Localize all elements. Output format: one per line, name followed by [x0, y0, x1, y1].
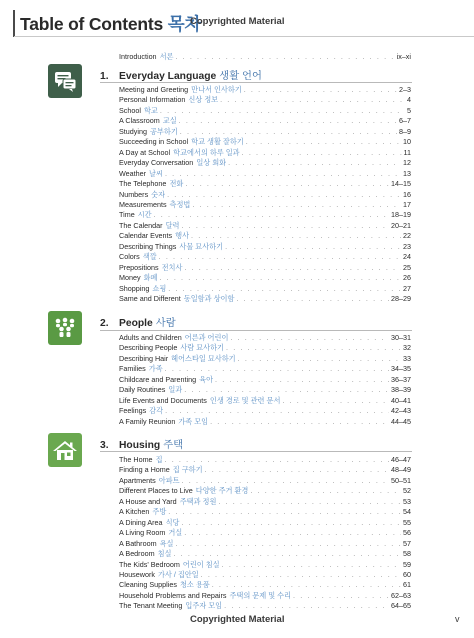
- entry-title-ko: 다양한 주거 환경: [195, 486, 249, 496]
- entry-title-en: Introduction: [119, 52, 157, 61]
- copyright-notice-top: Copyrighted Material: [190, 16, 285, 27]
- entry-title-ko: 아파트: [158, 475, 180, 485]
- entry-title-en: A Classroom: [119, 116, 160, 126]
- entry-page-number: 32: [403, 343, 411, 353]
- entry-title-ko: 색깔: [142, 252, 157, 262]
- entry-page-number: 56: [403, 528, 411, 538]
- entry-title-en: Meeting and Greeting: [119, 85, 189, 94]
- entry-title-en: Cleaning Supplies: [119, 580, 177, 590]
- toc-entry[interactable]: [119, 375, 411, 386]
- dot-leader: [210, 417, 389, 428]
- entry-title-ko: 달력: [165, 220, 180, 230]
- entry-title-ko: 주택과 정원: [179, 496, 217, 506]
- entry-title-en: Calendar Events: [119, 231, 173, 241]
- dot-leader: [165, 406, 389, 417]
- entry-title-en: The Kids' Bedroom: [119, 559, 180, 569]
- entry-page-number: 28–29: [391, 294, 411, 303]
- entry-page-number: 53: [403, 496, 411, 506]
- toc-entry[interactable]: [119, 364, 411, 375]
- entry-title-ko: 공부하기: [149, 126, 178, 136]
- toc-entry[interactable]: [119, 252, 411, 263]
- entry-title-ko: 만나서 인사하기: [191, 85, 242, 94]
- toc-entry[interactable]: [119, 242, 411, 253]
- toc-entry[interactable]: [119, 455, 411, 466]
- dot-leader: [224, 601, 389, 612]
- entry-title-ko: 학교: [143, 105, 158, 115]
- dot-leader: [182, 476, 389, 487]
- toc-entry[interactable]: [119, 486, 411, 497]
- chapter-title-ko: 사람: [155, 318, 176, 329]
- entry-title-ko: 숫자: [151, 189, 166, 199]
- toc-entry[interactable]: [119, 518, 411, 529]
- chapter-divider: [100, 451, 412, 452]
- dot-leader: [220, 95, 405, 106]
- toc-entry[interactable]: [119, 591, 411, 602]
- entry-title-ko: 사람 묘사하기: [180, 343, 224, 353]
- entry-title-ko: 사물 묘사하기: [179, 241, 224, 251]
- dot-leader: [181, 221, 389, 232]
- entry-title-ko: 침실: [157, 549, 172, 559]
- dot-leader: [159, 273, 401, 284]
- entry-page-number: 5: [407, 105, 411, 115]
- entry-title-ko: 헤어스타일 묘사하기: [171, 353, 236, 363]
- entry-page-number: 14–15: [391, 179, 411, 189]
- chapter-number: 2.: [100, 318, 109, 329]
- dot-leader: [165, 169, 401, 180]
- entry-title-en: Describing People: [119, 343, 178, 353]
- dot-leader: [205, 465, 389, 476]
- entry-title-en: Different Places to Live: [119, 486, 193, 496]
- entry-page-number: 46–47: [391, 455, 411, 464]
- entry-title-ko: 식당: [165, 517, 180, 527]
- entry-page-number: 27: [403, 283, 411, 293]
- entry-title-ko: 욕실: [159, 538, 174, 548]
- entry-page-number: 23: [403, 241, 411, 251]
- entry-title-ko: 거실: [168, 528, 183, 538]
- entry-page-number: 52: [403, 486, 411, 496]
- toc-entry[interactable]: [119, 52, 411, 63]
- entry-page-number: 64–65: [391, 601, 411, 611]
- chapter-number: 1.: [100, 71, 109, 82]
- toc-entry[interactable]: [119, 116, 411, 127]
- dot-leader: [175, 52, 394, 63]
- entry-title-en: A Bedroom: [119, 549, 155, 559]
- chapter-title-en: Everyday Language: [119, 71, 217, 82]
- entry-page-number: 26: [403, 273, 411, 283]
- dot-leader: [225, 242, 401, 253]
- toc-entry[interactable]: [119, 179, 411, 190]
- dot-leader: [242, 148, 402, 159]
- entry-title-ko: 화폐: [143, 273, 158, 283]
- dot-leader: [293, 591, 389, 602]
- dot-leader: [226, 343, 401, 354]
- chapter-divider: [100, 330, 412, 331]
- dot-leader: [218, 497, 401, 508]
- entry-title-en: Daily Routines: [119, 385, 166, 395]
- entry-title-ko: 어른과 어린이: [184, 333, 229, 342]
- toc-entry[interactable]: [119, 158, 411, 169]
- toc-entry[interactable]: [119, 148, 411, 159]
- entry-title-en: Finding a Home: [119, 465, 170, 475]
- dot-leader: [212, 580, 401, 591]
- entry-page-number: 2–3: [399, 85, 411, 94]
- dot-leader: [250, 486, 401, 497]
- entry-title-en: Measurements: [119, 199, 167, 209]
- entry-title-en: A Kitchen: [119, 507, 150, 517]
- entry-title-en: Household Problems and Repairs: [119, 590, 227, 600]
- toc-entry[interactable]: [119, 507, 411, 518]
- entry-title-en: A Bathroom: [119, 538, 157, 548]
- entry-page-number: 13: [403, 168, 411, 178]
- entry-title-en: Everyday Conversation: [119, 158, 194, 168]
- dot-leader: [191, 231, 401, 242]
- entry-title-en: Feelings: [119, 406, 147, 416]
- dot-leader: [184, 528, 401, 539]
- dot-leader: [154, 210, 389, 221]
- dot-leader: [201, 570, 401, 581]
- entry-title-ko: 주택의 문제 및 수리: [229, 590, 292, 600]
- entry-page-number: 55: [403, 517, 411, 527]
- entry-title-ko: 행사: [175, 231, 190, 241]
- entry-title-ko: 어린이 침실: [182, 559, 220, 569]
- entry-page-number: 42–43: [391, 406, 411, 416]
- page-title-en: Table of Contents: [20, 14, 164, 34]
- entry-page-number: 57: [403, 538, 411, 548]
- entry-title-en: A Day at School: [119, 147, 171, 157]
- toc-entry[interactable]: [119, 528, 411, 539]
- entry-title-en: Money: [119, 273, 141, 283]
- toc-entry[interactable]: [119, 200, 411, 211]
- entry-title-en: A Dining Area: [119, 517, 163, 527]
- dot-leader: [215, 375, 389, 386]
- entry-title-en: Succeeding in School: [119, 137, 189, 147]
- entry-title-en: Apartments: [119, 475, 156, 485]
- entry-title-en: Numbers: [119, 189, 149, 199]
- entry-page-number: 38–39: [391, 385, 411, 395]
- entry-title-ko: 감각: [149, 406, 164, 416]
- chapter-number: 3.: [100, 440, 109, 451]
- entry-title-en: Prepositions: [119, 262, 159, 272]
- entry-title-en: Describing Hair: [119, 353, 169, 363]
- entry-page-number: 18–19: [391, 210, 411, 220]
- entry-title-en: Same and Different: [119, 294, 181, 303]
- entry-title-ko: 인생 경로 및 관련 문서: [209, 395, 281, 405]
- entry-title-en: Weather: [119, 168, 147, 178]
- toc-entry[interactable]: [119, 137, 411, 148]
- entry-title-ko: 신상 정보: [188, 95, 219, 105]
- entry-title-ko: 측정법: [169, 199, 191, 209]
- dot-leader: [236, 294, 389, 305]
- toc-entry[interactable]: [119, 231, 411, 242]
- entry-page-number: 54: [403, 507, 411, 517]
- entry-title-ko: 쇼핑: [152, 283, 167, 293]
- dot-leader: [179, 116, 397, 127]
- entry-page-number: 11: [403, 147, 411, 157]
- toc-entry[interactable]: [119, 549, 411, 560]
- header-divider: [14, 36, 474, 37]
- entry-title-en: Personal Information: [119, 95, 186, 105]
- entry-title-ko: 날씨: [149, 168, 163, 178]
- dot-leader: [192, 200, 401, 211]
- entry-title-en: Describing Things: [119, 241, 177, 251]
- toc-entry[interactable]: [119, 476, 411, 487]
- dot-leader: [180, 127, 397, 138]
- dot-leader: [184, 385, 389, 396]
- entry-title-en: The Home: [119, 455, 153, 464]
- toc-entry[interactable]: [119, 106, 411, 117]
- toc-entry[interactable]: [119, 294, 411, 305]
- entry-page-number: 40–41: [391, 395, 411, 405]
- page-header: [0, 0, 474, 38]
- entry-page-number: 16: [403, 189, 411, 199]
- entry-page-number: 50–51: [391, 475, 411, 485]
- toc-entry[interactable]: [119, 263, 411, 274]
- entry-page-number: 44–45: [391, 416, 411, 426]
- entry-title-en: Adults and Children: [119, 333, 182, 342]
- entry-title-ko: 학교 생활 잘하기: [191, 137, 244, 147]
- entry-title-en: A House and Yard: [119, 496, 177, 506]
- entry-title-ko: 서론: [159, 52, 174, 61]
- entry-title-ko: 일과: [168, 385, 183, 395]
- toc-entry[interactable]: [119, 354, 411, 365]
- toc-entry[interactable]: [119, 601, 411, 612]
- entry-title-en: Childcare and Parenting: [119, 374, 197, 384]
- entry-title-en: A Living Room: [119, 528, 166, 538]
- toc-entry[interactable]: [119, 539, 411, 550]
- entry-title-ko: 가사 / 집안일: [157, 569, 199, 579]
- entry-title-ko: 집: [155, 455, 163, 464]
- entry-title-ko: 전화: [169, 179, 184, 189]
- dot-leader: [184, 263, 401, 274]
- dot-leader: [175, 539, 401, 550]
- toc-entry[interactable]: [119, 396, 411, 407]
- toc-entry[interactable]: [119, 406, 411, 417]
- dot-leader: [159, 252, 401, 263]
- toc-entry[interactable]: [119, 465, 411, 476]
- dot-leader: [165, 364, 389, 375]
- entry-page-number: 20–21: [391, 220, 411, 230]
- toc-entry[interactable]: [119, 343, 411, 354]
- toc-entry[interactable]: [119, 221, 411, 232]
- entry-page-number: 33: [403, 353, 411, 363]
- entry-page-number: 17: [403, 199, 411, 209]
- entry-page-number: 6–7: [399, 116, 411, 126]
- entry-page-number: 30–31: [391, 333, 411, 342]
- entry-page-number: 12: [403, 158, 411, 168]
- group-of-people-icon: [48, 311, 82, 345]
- entry-title-ko: 집 구하기: [172, 465, 203, 475]
- page-title: [20, 11, 201, 36]
- entry-title-ko: 전치사: [161, 262, 183, 272]
- entry-title-en: Life Events and Documents: [119, 395, 207, 405]
- dot-leader: [168, 507, 401, 518]
- entry-page-number: 22: [403, 231, 411, 241]
- entry-page-number: 59: [403, 559, 411, 569]
- entry-page-number: 4: [407, 95, 411, 105]
- entry-title-ko: 육아: [199, 374, 214, 384]
- entry-page-number: 62–63: [391, 590, 411, 600]
- entry-page-number: 60: [403, 569, 411, 579]
- entry-page-number: ix–xi: [396, 52, 411, 61]
- dot-leader: [282, 396, 389, 407]
- entry-title-ko: 교실: [162, 116, 177, 126]
- page-number: v: [455, 614, 460, 624]
- dot-leader: [238, 354, 401, 365]
- toc-entry[interactable]: [119, 210, 411, 221]
- dot-leader: [160, 106, 405, 117]
- entry-page-number: 24: [403, 252, 411, 262]
- speech-bubbles-icon: [48, 64, 82, 98]
- dot-leader: [173, 549, 401, 560]
- toc-entry[interactable]: [119, 333, 411, 344]
- page-title-ko: 목차: [167, 14, 202, 34]
- dot-leader: [222, 560, 401, 571]
- dot-leader: [167, 190, 401, 201]
- toc-entry[interactable]: [119, 273, 411, 284]
- dot-leader: [181, 518, 401, 529]
- entry-page-number: 58: [403, 549, 411, 559]
- entry-title-en: Colors: [119, 252, 140, 262]
- copyright-notice-bottom: Copyrighted Material: [190, 614, 285, 625]
- dot-leader: [165, 455, 389, 466]
- toc-entry[interactable]: [119, 284, 411, 295]
- toc-entry[interactable]: [119, 560, 411, 571]
- dot-leader: [185, 179, 389, 190]
- entry-title-en: The Telephone: [119, 179, 167, 189]
- dot-leader: [246, 137, 401, 148]
- entry-page-number: 25: [403, 262, 411, 272]
- toc-entry[interactable]: [119, 95, 411, 106]
- entry-title-ko: 학교에서의 하루 일과: [173, 147, 240, 157]
- entry-title-ko: 가족: [148, 364, 163, 374]
- toc-entry[interactable]: [119, 85, 411, 96]
- toc-entry[interactable]: [119, 417, 411, 428]
- entry-title-en: Housework: [119, 569, 155, 579]
- entry-title-en: Families: [119, 364, 146, 374]
- toc-entry[interactable]: [119, 169, 411, 180]
- chapter-title-en: Housing: [119, 440, 161, 451]
- dot-leader: [168, 284, 401, 295]
- toc-entry[interactable]: [119, 580, 411, 591]
- house-icon: [48, 433, 82, 467]
- toc-entry[interactable]: [119, 497, 411, 508]
- chapter-title-en: People: [119, 318, 153, 329]
- chapter-title-ko: 주택: [163, 440, 184, 451]
- toc-entry[interactable]: [119, 385, 411, 396]
- entry-title-ko: 가족 모임: [178, 416, 209, 426]
- entry-title-en: Shopping: [119, 283, 150, 293]
- entry-title-ko: 주방: [152, 507, 167, 517]
- entry-page-number: 61: [403, 580, 411, 590]
- dot-leader: [244, 85, 397, 96]
- entry-title-ko: 시간: [137, 210, 152, 220]
- dot-leader: [228, 158, 401, 169]
- entry-title-en: Studying: [119, 126, 147, 136]
- entry-page-number: 48–49: [391, 465, 411, 475]
- entry-title-en: The Calendar: [119, 220, 163, 230]
- entry-page-number: 34–35: [391, 364, 411, 374]
- entry-title-ko: 동일함과 상이함: [183, 294, 235, 303]
- entry-title-ko: 일상 회화: [196, 158, 227, 168]
- toc-entry[interactable]: [119, 127, 411, 138]
- entry-title-en: A Family Reunion: [119, 416, 176, 426]
- toc-entry[interactable]: [119, 570, 411, 581]
- entry-page-number: 10: [403, 137, 411, 147]
- chapter-divider: [100, 82, 412, 83]
- entry-title-en: School: [119, 105, 141, 115]
- entry-page-number: 36–37: [391, 374, 411, 384]
- dot-leader: [230, 333, 389, 344]
- entry-title-en: The Tenant Meeting: [119, 601, 183, 611]
- entry-title-en: Time: [119, 210, 135, 220]
- toc-entry[interactable]: [119, 190, 411, 201]
- entry-title-ko: 입주자 모임: [185, 601, 223, 611]
- entry-title-ko: 청소 용품: [179, 580, 210, 590]
- chapter-title-ko: 생활 언어: [219, 71, 262, 82]
- header-accent-bar: [13, 10, 15, 37]
- entry-page-number: 8–9: [399, 126, 411, 136]
